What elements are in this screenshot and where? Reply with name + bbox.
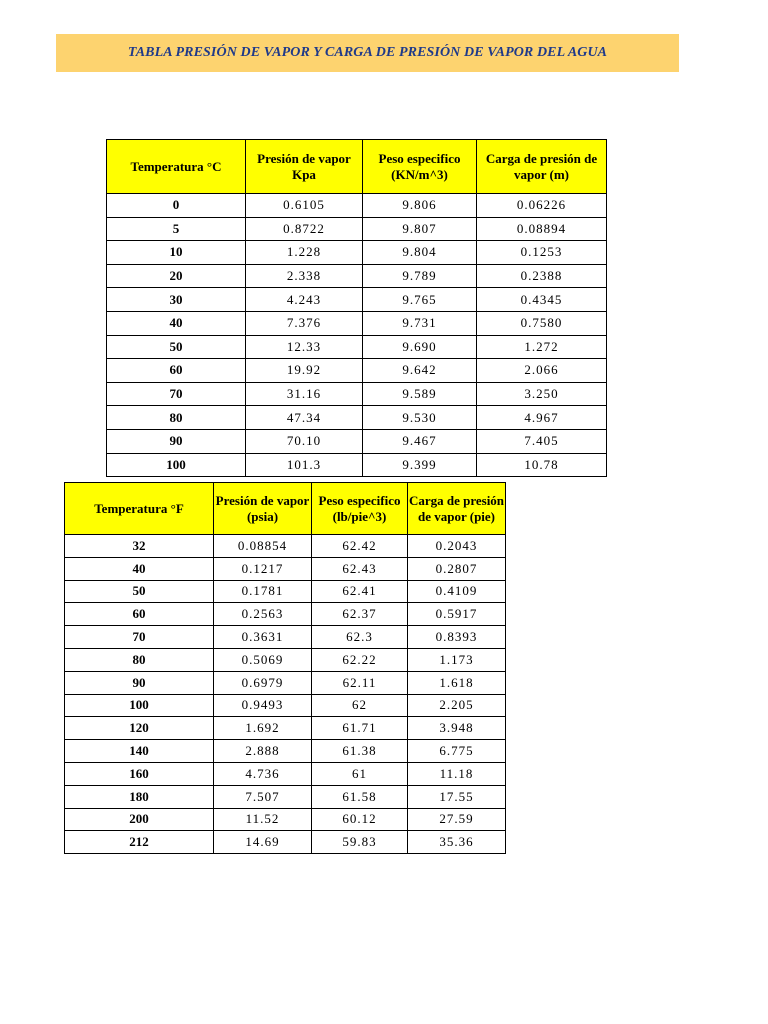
table-cell: 7.507 xyxy=(214,785,312,808)
table-cell: 40 xyxy=(107,311,246,335)
table-cell: 61.38 xyxy=(312,740,408,763)
table-cell: 20 xyxy=(107,264,246,288)
table-cell: 14.69 xyxy=(214,831,312,854)
table-cell: 140 xyxy=(65,740,214,763)
table-cell: 0.6979 xyxy=(214,671,312,694)
table-cell: 70.10 xyxy=(246,429,363,453)
table-cell: 0.7580 xyxy=(477,311,607,335)
celsius-table xyxy=(106,139,607,477)
table-cell: 9.807 xyxy=(363,217,477,241)
table-cell: 19.92 xyxy=(246,359,363,383)
fahrenheit-table-body xyxy=(65,535,506,854)
table-cell: 0.1253 xyxy=(477,241,607,265)
table-cell: 0.6105 xyxy=(246,194,363,218)
table-row xyxy=(107,359,607,383)
table-cell: 1.272 xyxy=(477,335,607,359)
table-cell: 2.338 xyxy=(246,264,363,288)
table-header-row xyxy=(65,483,506,535)
header-specific-weight-lb: Peso especifico (lb/pie^3) xyxy=(312,483,408,535)
table-cell: 9.530 xyxy=(363,406,477,430)
header-vapor-head-ft: Carga de presión de vapor (pie) xyxy=(408,483,506,535)
table-row xyxy=(107,382,607,406)
table-cell: 90 xyxy=(107,429,246,453)
table-row xyxy=(65,671,506,694)
table-row xyxy=(65,808,506,831)
table-cell: 6.775 xyxy=(408,740,506,763)
table-cell: 0.1781 xyxy=(214,580,312,603)
table-row xyxy=(107,311,607,335)
document-title: TABLA PRESIÓN DE VAPOR Y CARGA DE PRESIÓN DE VAPOR DEL AGUA xyxy=(127,45,608,60)
table-cell: 40 xyxy=(65,557,214,580)
table-row xyxy=(65,626,506,649)
table-cell: 60 xyxy=(65,603,214,626)
header-temperature-f: Temperatura °F xyxy=(65,483,214,535)
table-cell: 0.2388 xyxy=(477,264,607,288)
table-cell: 9.467 xyxy=(363,429,477,453)
table-cell: 32 xyxy=(65,535,214,558)
table-cell: 61.58 xyxy=(312,785,408,808)
table-cell: 0.3631 xyxy=(214,626,312,649)
table-cell: 50 xyxy=(107,335,246,359)
table-cell: 27.59 xyxy=(408,808,506,831)
table-cell: 0.2807 xyxy=(408,557,506,580)
table-cell: 2.888 xyxy=(214,740,312,763)
table-row xyxy=(65,535,506,558)
table-cell: 62.3 xyxy=(312,626,408,649)
table-cell: 2.205 xyxy=(408,694,506,717)
table-cell: 9.642 xyxy=(363,359,477,383)
table-cell: 0.8393 xyxy=(408,626,506,649)
table-cell: 10.78 xyxy=(477,453,607,477)
table-cell: 17.55 xyxy=(408,785,506,808)
table-row xyxy=(107,335,607,359)
table-cell: 62.42 xyxy=(312,535,408,558)
table-cell: 120 xyxy=(65,717,214,740)
table-cell: 5 xyxy=(107,217,246,241)
table-cell: 47.34 xyxy=(246,406,363,430)
table-cell: 3.250 xyxy=(477,382,607,406)
table-cell: 9.789 xyxy=(363,264,477,288)
table-cell: 7.405 xyxy=(477,429,607,453)
table-cell: 70 xyxy=(107,382,246,406)
table-cell: 0.08854 xyxy=(214,535,312,558)
table-row xyxy=(107,453,607,477)
table-cell: 62.11 xyxy=(312,671,408,694)
table-cell: 0.4109 xyxy=(408,580,506,603)
header-temperature-c: Temperatura °C xyxy=(107,140,246,194)
table-cell: 80 xyxy=(107,406,246,430)
table-cell: 0.4345 xyxy=(477,288,607,312)
table-cell: 12.33 xyxy=(246,335,363,359)
table-cell: 4.967 xyxy=(477,406,607,430)
table-cell: 90 xyxy=(65,671,214,694)
header-vapor-pressure-psia: Presión de vapor (psia) xyxy=(214,483,312,535)
table-cell: 10 xyxy=(107,241,246,265)
table-cell: 1.228 xyxy=(246,241,363,265)
table-cell: 200 xyxy=(65,808,214,831)
table-row xyxy=(65,717,506,740)
table-row xyxy=(65,557,506,580)
table-row xyxy=(107,217,607,241)
table-cell: 9.399 xyxy=(363,453,477,477)
table-cell: 61 xyxy=(312,762,408,785)
table-cell: 1.173 xyxy=(408,648,506,671)
table-cell: 100 xyxy=(107,453,246,477)
table-cell: 0.8722 xyxy=(246,217,363,241)
table-cell: 2.066 xyxy=(477,359,607,383)
table-cell: 0.08894 xyxy=(477,217,607,241)
table-row xyxy=(107,264,607,288)
header-vapor-head-m: Carga de presión de vapor (m) xyxy=(477,140,607,194)
table-cell: 62.37 xyxy=(312,603,408,626)
table-row xyxy=(65,603,506,626)
table-cell: 11.52 xyxy=(214,808,312,831)
table-cell: 4.736 xyxy=(214,762,312,785)
table-cell: 80 xyxy=(65,648,214,671)
header-vapor-pressure-kpa: Presión de vapor Kpa xyxy=(246,140,363,194)
table-cell: 62.41 xyxy=(312,580,408,603)
table-cell: 9.804 xyxy=(363,241,477,265)
table-cell: 70 xyxy=(65,626,214,649)
table-row xyxy=(107,288,607,312)
table-cell: 31.16 xyxy=(246,382,363,406)
table-cell: 160 xyxy=(65,762,214,785)
table-header-row xyxy=(107,140,607,194)
table-cell: 11.18 xyxy=(408,762,506,785)
table-row xyxy=(65,694,506,717)
table-cell: 50 xyxy=(65,580,214,603)
title-banner xyxy=(56,34,679,72)
table-cell: 62.22 xyxy=(312,648,408,671)
table-row xyxy=(107,241,607,265)
table-cell: 0.5917 xyxy=(408,603,506,626)
table-cell: 62 xyxy=(312,694,408,717)
table-cell: 0.5069 xyxy=(214,648,312,671)
table-cell: 9.731 xyxy=(363,311,477,335)
table-cell: 59.83 xyxy=(312,831,408,854)
table-cell: 9.765 xyxy=(363,288,477,312)
table-row xyxy=(65,831,506,854)
table-cell: 100 xyxy=(65,694,214,717)
table-row xyxy=(65,648,506,671)
table-cell: 0.1217 xyxy=(214,557,312,580)
table-row xyxy=(65,740,506,763)
table-cell: 0.2043 xyxy=(408,535,506,558)
table-cell: 35.36 xyxy=(408,831,506,854)
table-row xyxy=(107,406,607,430)
table-cell: 1.692 xyxy=(214,717,312,740)
table-cell: 7.376 xyxy=(246,311,363,335)
table-cell: 61.71 xyxy=(312,717,408,740)
table-cell: 9.589 xyxy=(363,382,477,406)
table-cell: 62.43 xyxy=(312,557,408,580)
table-cell: 0.9493 xyxy=(214,694,312,717)
table-cell: 0.06226 xyxy=(477,194,607,218)
table-row xyxy=(107,429,607,453)
table-cell: 0 xyxy=(107,194,246,218)
table-cell: 3.948 xyxy=(408,717,506,740)
header-specific-weight-kn: Peso especifico (KN/m^3) xyxy=(363,140,477,194)
table-cell: 60 xyxy=(107,359,246,383)
table-row xyxy=(107,194,607,218)
table-cell: 9.806 xyxy=(363,194,477,218)
celsius-table-body xyxy=(107,194,607,477)
table-row xyxy=(65,580,506,603)
table-cell: 9.690 xyxy=(363,335,477,359)
table-cell: 30 xyxy=(107,288,246,312)
table-cell: 101.3 xyxy=(246,453,363,477)
table-row xyxy=(65,762,506,785)
fahrenheit-table xyxy=(64,482,506,854)
table-cell: 4.243 xyxy=(246,288,363,312)
table-cell: 212 xyxy=(65,831,214,854)
table-cell: 180 xyxy=(65,785,214,808)
table-cell: 1.618 xyxy=(408,671,506,694)
table-cell: 60.12 xyxy=(312,808,408,831)
table-row xyxy=(65,785,506,808)
table-cell: 0.2563 xyxy=(214,603,312,626)
